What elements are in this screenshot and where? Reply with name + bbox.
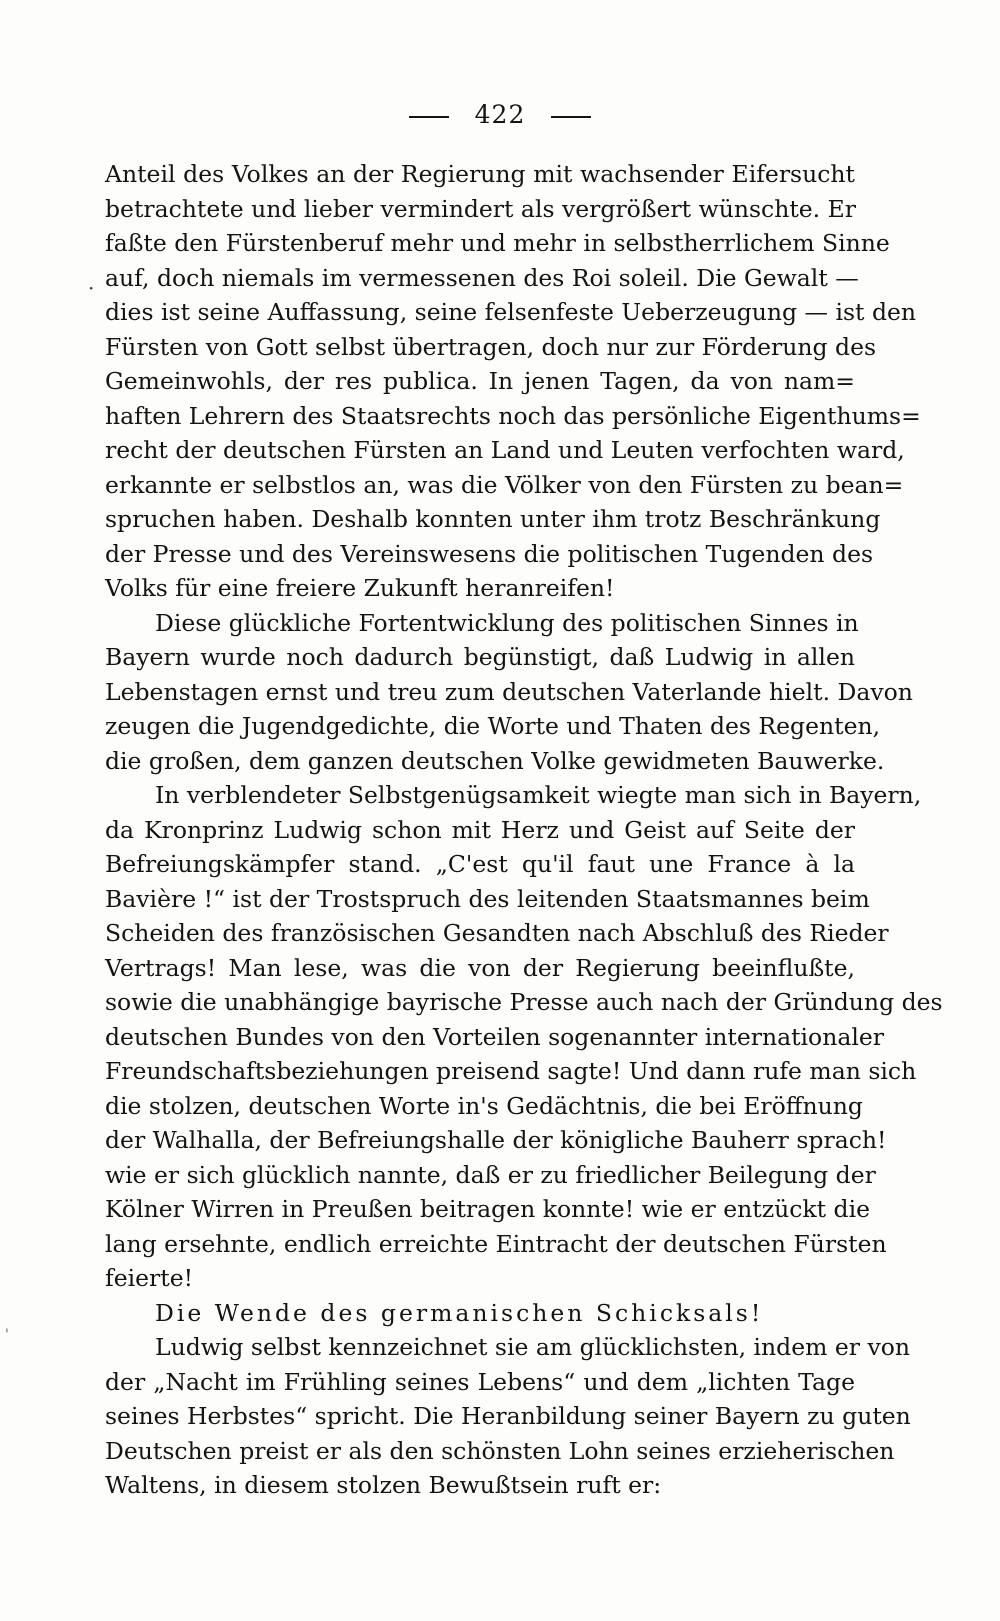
text-line: Kölner Wirren in Preußen beitragen konnte! wie er entzückt die xyxy=(105,1195,871,1223)
text-line: der „Nacht im Frühling seines Lebens“ und dem „lichten Tage xyxy=(105,1367,855,1396)
body-text xyxy=(105,157,943,1503)
text-line: haften Lehrern des Staatsrechts noch das persönliche Eigenthums= xyxy=(105,401,921,430)
text-line: lang ersehnte, endlich erreichte Eintracht der deutschen Fürsten xyxy=(105,1229,887,1258)
text-line: Volks für eine freiere Zukunft heranreifen! xyxy=(105,574,615,602)
text-line: Anteil des Volkes an der Regierung mit wachsender Eifersucht xyxy=(105,160,855,188)
header-dash-left xyxy=(409,116,449,118)
text-line: faßte den Fürstenberuf mehr und mehr in selbstherrlichem Sinne xyxy=(105,229,890,257)
text-line: Fürsten von Gott selbst übertragen, doch nur zur Förderung des xyxy=(105,332,877,361)
text-line: wie er sich glücklich nannte, daß er zu friedlicher Beilegung der xyxy=(105,1160,876,1189)
text-line: Befreiungskämpfer stand. „C'est qu'il faut une France à la xyxy=(105,850,855,878)
text-line: erkannte er selbstlos an, was die Völker von den Fürsten zu bean= xyxy=(105,470,904,499)
text-line: betrachtete und lieber vermindert als vergrößert wünschte. Er xyxy=(105,194,857,223)
text-line: da Kronprinz Ludwig schon mit Herz und Geist auf Seite der xyxy=(105,815,855,844)
text-line: Vertrags! Man lese, was die von der Regierung beeinflußte, xyxy=(105,953,855,982)
text-line: der Presse und des Vereinswesens die politischen Tugenden des xyxy=(105,539,874,568)
page-header xyxy=(0,100,1000,129)
text-line: Ludwig selbst kennzeichnet sie am glücklichsten, indem er von xyxy=(155,1333,911,1361)
text-line: zeugen die Jugendgedichte, die Worte und Thaten des Regenten, xyxy=(105,712,881,740)
text-line: seines Herbstes“ spricht. Die Heranbildung seiner Bayern zu guten xyxy=(105,1402,911,1430)
edge-tick-mark: ' xyxy=(5,1327,9,1343)
margin-dot-mark: · xyxy=(88,276,95,300)
text-line: die großen, dem ganzen deutschen Volke gewidmeten Bauwerke. xyxy=(105,746,885,775)
text-line: Gemeinwohls, der res publica. In jenen Tagen, da von nam= xyxy=(105,367,855,395)
text-line: Die Wende des germanischen Schicksals! xyxy=(155,1298,764,1327)
page-number: 422 xyxy=(474,100,526,129)
text-line: dies ist seine Auffassung, seine felsenfeste Ueberzeugung — ist den xyxy=(105,298,917,326)
text-line: In verblendeter Selbstgenügsamkeit wiegte man sich in Bayern, xyxy=(155,781,922,809)
text-line: recht der deutschen Fürsten an Land und Leuten verfochten ward, xyxy=(105,436,905,464)
text-line: spruchen haben. Deshalb konnten unter ihm trotz Beschränkung xyxy=(105,505,881,533)
text-line: feierte! xyxy=(105,1264,194,1292)
text-line: Deutschen preist er als den schönsten Lohn seines erzieherischen xyxy=(105,1436,895,1465)
text-line: Bavière !“ ist der Trostspruch des leitenden Staatsmannes beim xyxy=(105,884,870,913)
text-line: der Walhalla, der Befreiungshalle der königliche Bauherr sprach! xyxy=(105,1126,887,1154)
text-line: Waltens, in diesem stolzen Bewußtsein ruft er: xyxy=(105,1471,662,1499)
text-line: sowie die unabhängige bayrische Presse auch nach der Gründung des xyxy=(105,988,943,1016)
text-line: auf, doch niemals im vermessenen des Roi soleil. Die Gewalt — xyxy=(105,263,859,292)
text-line: Diese glückliche Fortentwicklung des politischen Sinnes in xyxy=(155,608,859,637)
text-line: Bayern wurde noch dadurch begünstigt, daß Ludwig in allen xyxy=(105,643,855,671)
text-line: deutschen Bundes von den Vorteilen sogenannter internationaler xyxy=(105,1022,885,1051)
text-line: Lebenstagen ernst und treu zum deutschen Vaterlande hielt. Davon xyxy=(105,677,913,706)
text-line: die stolzen, deutschen Worte in's Gedächtnis, die bei Eröffnung xyxy=(105,1091,863,1120)
text-line: Freundschaftsbeziehungen preisend sagte! Und dann rufe man sich xyxy=(105,1057,917,1085)
text-line: Scheiden des französischen Gesandten nach Abschluß des Rieder xyxy=(105,919,889,947)
header-dash-right xyxy=(551,116,591,118)
